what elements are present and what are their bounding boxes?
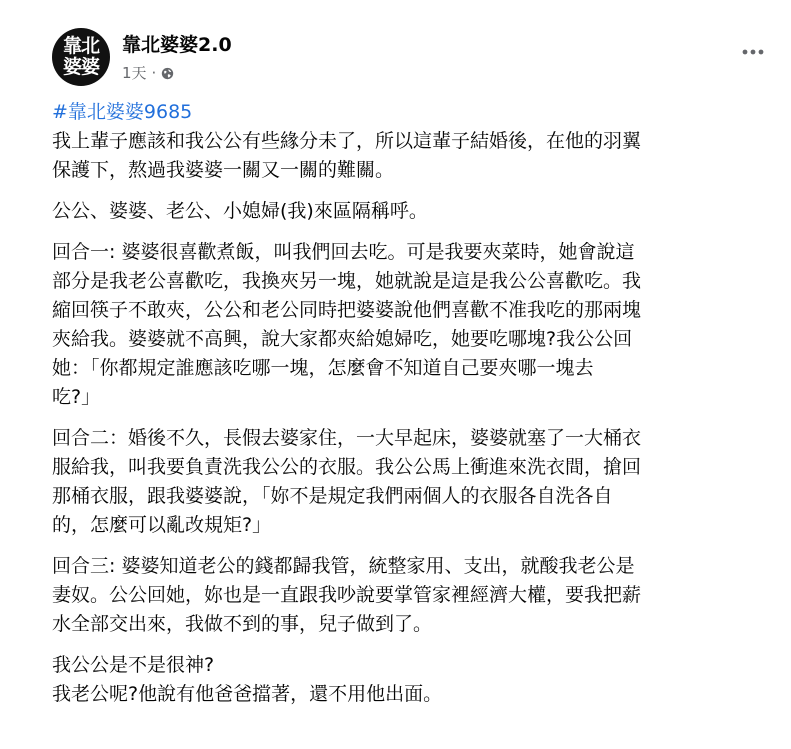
post-meta [122, 62, 174, 83]
paragraph-3 [52, 238, 752, 412]
text-line: 那桶衣服，跟我婆婆說，「妳不是規定我們兩個人的衣服各自洗各自 [52, 485, 613, 507]
meta-separator: · [151, 63, 157, 82]
text-line: 我上輩子應該和我公公有些緣分未了，所以這輩子結婚後，在他的羽翼 [52, 130, 642, 152]
text-line: 夾給我。婆婆就不高興，說大家都夾給媳婦吃，她要吃哪塊?我公公回 [52, 328, 633, 350]
paragraph-5 [52, 552, 752, 639]
more-options-button[interactable] [735, 34, 771, 70]
text-line: 回合一: 婆婆很喜歡煮飯，叫我們回去吃。可是我要夾菜時，她會說這 [52, 241, 635, 263]
more-horizontal-icon [742, 49, 764, 55]
hashtag-link[interactable]: #靠北婆婆9685 [52, 101, 193, 123]
post-body [52, 98, 752, 721]
text-line: 妻奴。公公回她，妳也是一直跟我吵說要掌管家裡經濟大權，要我把薪 [52, 584, 642, 606]
text-line: 部分是我老公喜歡吃，我換夾另一塊，她就說是這是我公公喜歡吃。我 [52, 270, 642, 292]
globe-icon[interactable] [161, 66, 174, 79]
avatar-text-bottom: 婆婆 [62, 56, 99, 78]
text-line: 水全部交出來，我做不到的事，兒子做到了。 [52, 613, 433, 635]
paragraph-4 [52, 424, 752, 540]
avatar[interactable] [52, 28, 110, 86]
avatar-text-top: 靠北 [62, 35, 99, 57]
text-line: 保護下，熬過我婆婆一關又一關的難關。 [52, 159, 395, 181]
text-line: 她：「你都規定誰應該吃哪一塊，怎麼會不知道自己要夾哪一塊去 [52, 357, 594, 379]
text-line: 吃?」 [52, 386, 101, 408]
text-line: 我老公呢?他說有他爸爸擋著，還不用他出面。 [52, 683, 443, 705]
text-line: 我公公是不是很神? [52, 654, 215, 676]
text-line: 回合二：婚後不久，長假去婆家住，一大早起床，婆婆就塞了一大桶衣 [52, 427, 642, 449]
paragraph-6 [52, 651, 752, 709]
page-name[interactable]: 靠北婆婆2.0 [122, 34, 232, 56]
text-line: 服給我，叫我要負責洗我公公的衣服。我公公馬上衝進來洗衣間，搶回 [52, 456, 642, 478]
text-line: 公公、婆婆、老公、小媳婦(我)來區隔稱呼。 [52, 200, 428, 222]
text-line: 縮回筷子不敢夾，公公和老公同時把婆婆說他們喜歡不准我吃的那兩塊 [52, 299, 642, 321]
text-line: 的，怎麼可以亂改規矩?」 [52, 514, 272, 536]
post-header [52, 28, 752, 88]
paragraph-1 [52, 127, 752, 185]
paragraph-2 [52, 197, 752, 226]
text-line: 回合三: 婆婆知道老公的錢都歸我管，統整家用、支出，就酸我老公是 [52, 555, 635, 577]
post-timestamp[interactable]: 1天 [122, 64, 147, 82]
